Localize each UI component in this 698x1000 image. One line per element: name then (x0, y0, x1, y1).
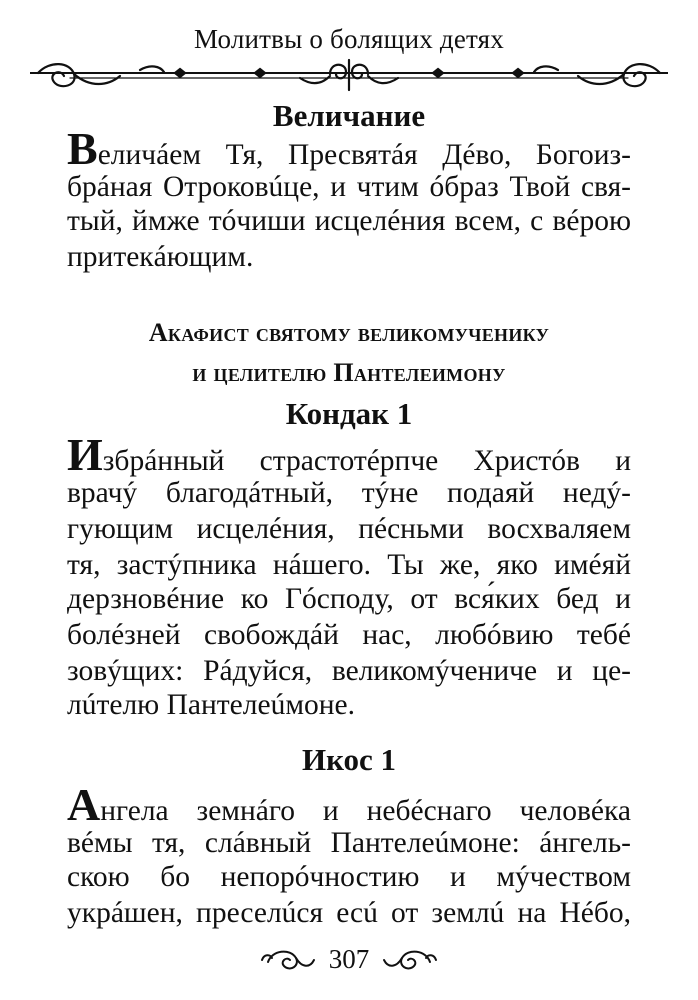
text-line: лúтелю Пантелеúмоне. (67, 689, 355, 721)
text-line: брáная Отроковúце, и чтим óбраз Твой свя- (67, 171, 631, 203)
header-ornament (30, 54, 668, 96)
text-line: притекáющим. (67, 241, 254, 273)
page-number: 307 (328, 944, 370, 974)
text-line: зовýщих: Рáдуйся, великомýчениче и це- (67, 655, 631, 687)
text-line (67, 429, 631, 480)
text-line-content: збрáнный страстотéрпче Христóв и (102, 445, 631, 477)
drop-cap: И (67, 429, 103, 480)
text-line: дерзновéние ко Гóсподу, от вся́ких бед и (67, 583, 631, 615)
section-title-ikos: Икос 1 (301, 742, 397, 777)
drop-cap: А (67, 779, 101, 830)
text-line (67, 123, 631, 174)
section-title-kondak: Кондак 1 (285, 396, 413, 431)
running-head: Молитвы о болящих детях (193, 24, 505, 54)
text-line: гующим исцелéния, пéсньми восхваляем (67, 513, 631, 545)
text-line: тый, ймже тóчиши исцелéния всем, с вéрою (67, 205, 631, 237)
text-line-content: нгела земнáго и небéснаго человéка (100, 795, 631, 827)
akathist-title-line-1: Акафист святому великомученику (148, 318, 550, 347)
text-line (67, 779, 631, 830)
drop-cap: В (67, 123, 98, 174)
section-title-velichanie: Величание (272, 98, 426, 133)
text-line: скою бо непорóчностию и мýчеством (67, 861, 631, 893)
text-line: тя, застýпника нáшего. Ты же, яко имéяй (67, 549, 631, 581)
text-line: врачý благодáтный, тýне подаяй недý- (67, 477, 631, 509)
text-line: укрáшен, преселúся есú от землú на Нéбо, (67, 897, 631, 929)
text-line: вéмы тя, слáвный Пантелеúмоне: áнгель- (67, 827, 631, 859)
akathist-title-line-2: и целителю Пантелеимону (192, 358, 506, 387)
text-line-content: еличáем Тя, Пресвятáя Дéво, Богоиз- (97, 139, 631, 171)
text-line: болéзней свобождáй нас, любóвию тебé (67, 619, 631, 651)
